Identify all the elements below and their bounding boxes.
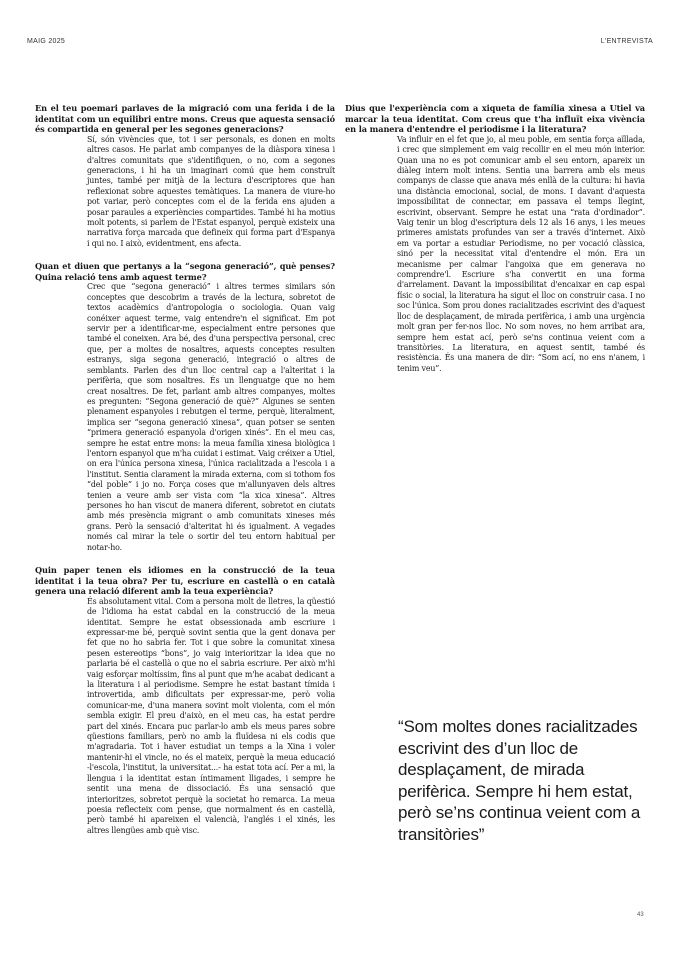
interview-answer: És absolutament vital. Com a persona molt de lletres, la qüestió de l'idioma ha estat cabdal en la construcció de la meua identitat. Sempre he estat obsessionada amb escriure i expressar-me bé, perquè sovint sentia que la gent donava per fet que no ho sabria fer. Tot i que sobre la comunitat xinesa pesen estereotips “bons”, jo vaig interioritzar la idea que no parlaria bé el castellà o que no el sabria escriure. Per això m'hi vaig esforçar moltíssim, fins al punt que m'he acabat dedicant a la literatura i al periodisme. Sempre he estat bastant tímida i introvertida, amb dificultats per expressar-me, però volia comunicar-me, d'una manera sovint molt violenta, com el món sembla exigir. El preu d'això, en el meu cas, ha estat perdre part del xinés. Encara puc parlar-lo amb els meus pares sobre qüestions familiars, però no amb la fluïdesa ni els codis que m'agradaria. Tot i haver estudiat un temps a la Xina i voler mantenir-hi el vincle, no és el mateix, perquè la meua educació -l'escola, l'institut, la universitat...- ha estat tota ací. Per a mi, la llengua i la identitat estan íntimament lligades, i sempre he sentit una mena de dissociació. És una sensació que interioritzes, sobretot perquè la societat ho remarca. La meua poesia reflecteix com pense, que normalment és en castellà, però també hi apareixen el valencià, l'anglés i el xinés, les altres llengües amb què visc. — [87, 596, 335, 835]
interview-question: En el teu poemari parlaves de la migració com una ferida i de la identitat com un equilibri entre mons. Creus que aquesta sensació és compartida en general per les segones generacions? — [35, 103, 335, 135]
interview-answer: Crec que “segona generació” i altres termes similars són conceptes que descobrim a través de la lectura, sobretot de textos acadèmics d'antropologia o sociologia. Quan vaig conéixer aquest terme, vaig entendre'n el significat. Em pot servir per a identificar-me, especialment entre persones que també el coneixen. Ara bé, des d'una perspectiva personal, crec que, per a moltes de nosaltres, aquests conceptes resulten estranys, siga segona generació, integració o altres de semblants. Parlen des d'un lloc central cap a l'alteritat i la perifèria, que som nosaltres. És un llenguatge que no hem creat nosaltres. De fet, parlant amb altres companyes, moltes es pregunten: “Segona generació de què?” Algunes se senten plenament espanyoles i rebutgen el terme, perquè, literalment, implica ser “segona generació xinesa”, quan potser se senten “primera generació espanyola d'origen xinés”. En el meu cas, sempre he estat entre mons: la meua família xinesa biològica i l'entorn espanyol que m'ha cuidat i estimat. Vaig créixer a Utiel, on era l'única persona xinesa, l'única racialitzada a l'escola i a l'institut. Sentia clarament la mirada externa, com si tothom fos “del poble” i jo no. Força coses que m'allunyaven dels altres tenien a veure amb ser vista com “la xica xinesa”. Altres persones ho han viscut de manera diferent, sobretot en ciutats amb més presència migrant o amb comunitats xineses més grans. Però la sensació d'alteritat hi és igualment. A vegades només cal mirar la tele o sortir del teu entorn habitual per notar-ho. — [87, 282, 335, 552]
interview-question: Quan et diuen que pertanys a la “segona generació”, què penses? Quina relació tens amb aquest terme? — [35, 261, 335, 282]
left-column — [35, 103, 335, 848]
interview-answer: Sí, són vivències que, tot i ser personals, es donen en molts altres casos. He parlat amb companyes de la diàspora xinesa i d'altres comunitats que s'identifiquen, o no, com a segones generacions, i hi ha un imaginari comú que hem construït juntes, també per mitjà de la lectura d'escriptores que han reflexionat sobre aquestes temàtiques. La manera de viure-ho pot variar, però conceptes com el de la ferida ens ajuden a posar paraules a experiències compartides. També hi ha motius molt potents, si parlem de l'Estat espanyol, perquè existeix una narrativa força marcada que defineix qui forma part d'Espanya i qui no. I això, evidentment, ens afecta. — [87, 134, 335, 248]
page-number: 43 — [637, 912, 644, 918]
right-column — [345, 103, 645, 386]
interview-answer: Va influir en el fet que jo, al meu poble, em sentia força aïllada, i crec que simplement em vaig recollir en el meu món interior. Quan una no es pot comunicar amb el seu entorn, apareix un diàleg intern molt intens. Sentia una barrera amb els meus companys de classe que anava més enllà de la cultura: hi havia una distància emocional, social, de mons. I davant d'aquesta impossibilitat de connectar, em passava el temps llegint, escrivint, observant. Sempre he estat una “rata d'ordinador”. Vaig tenir un blog d'escriptura dels 12 als 16 anys, i les meues primeres amistats profundes van ser a través d'internet. Això em va portar a estudiar Periodisme, no per vocació clàssica, sinó per la necessitat vital d'entendre el món. Era un mecanisme per calmar l'angoixa que em generava no comprendre'l. Escriure s'ha convertit en una forma d'arrelament. Davant la impossibilitat d'encaixar en cap espai físic o social, la literatura ha sigut el lloc on construir casa. I no soc l'única. Som prou dones racialitzades escrivint des d'aquest lloc de desplaçament, de mirada perifèrica, i amb una urgència molt gran per fer-nos lloc. No som noves, no hem arribat ara, sempre hem estat ací, però se'ns continua veient com a transitòries. La literatura, en aquest sentit, també és resistència. És una manera de dir: “Som ací, no ens n'anem, i tenim veu”. — [397, 134, 645, 373]
section-name: L'ENTREVISTA — [600, 38, 653, 45]
interview-question: Quin paper tenen els idiomes en la construcció de la teua identitat i la teua obra? Per tu, escriure en castellà o en català genera una relació diferent amb la teua experiència? — [35, 565, 335, 597]
pull-quote: “Som moltes dones racialitzades escrivint des d’un lloc de desplaçament, de mirada perifèrica. Sempre hi hem estat, però se’ns continua veient com a transitòries” — [398, 717, 641, 844]
interview-question: Dius que l'experiència com a xiqueta de família xinesa a Utiel va marcar la teua identitat. Com creus que t'ha influït eixa vivència en la manera d'entendre el periodisme i la literatura? — [345, 103, 645, 135]
issue-date: MAIG 2025 — [27, 38, 66, 45]
